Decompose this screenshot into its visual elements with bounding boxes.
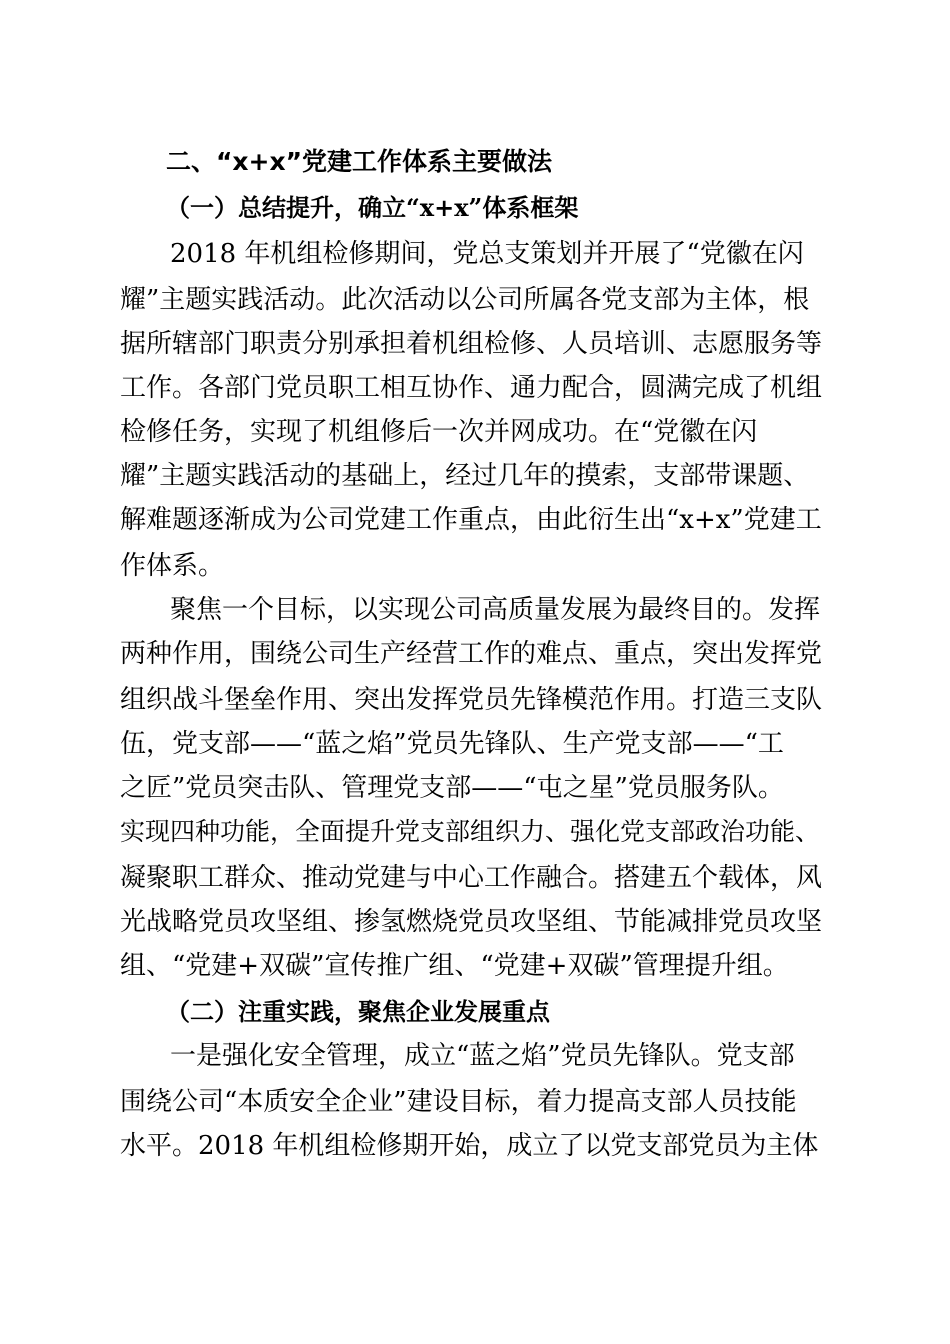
paragraph-line: 作体系。 (120, 551, 225, 581)
paragraph-line: 伍，党支部——“蓝之焰”党员先锋队、生产党支部——“工 (120, 729, 784, 759)
subsection-heading-1: （一）总结提升，确立“x+x”体系框架 (166, 193, 579, 222)
subsection-heading-2: （二）注重实践，聚焦企业发展重点 (166, 997, 550, 1026)
paragraph-line: 光战略党员攻坚组、掺氢燃烧党员攻坚组、节能减排党员攻坚 (120, 907, 823, 937)
paragraph-line: 围绕公司“本质安全企业”建设目标，着力提高支部人员技能 (120, 1087, 797, 1117)
paragraph-line: 组、“党建+双碳”宣传推广组、“党建+双碳”管理提升组。 (120, 951, 789, 981)
paragraph-line: 耀”主题实践活动。此次活动以公司所属各党支部为主体，根 (120, 285, 810, 315)
paragraph-line: 耀”主题实践活动的基础上，经过几年的摸索，支部带课题、 (120, 461, 810, 491)
paragraph-line: 2018 年机组检修期间，党总支策划并开展了“党徽在闪 (170, 239, 804, 269)
paragraph-line: 水平。2018 年机组检修期开始，成立了以党支部党员为主体 (120, 1131, 819, 1161)
paragraph-line: 之匠”党员突击队、管理党支部——“屯之星”党员服务队。 (120, 773, 784, 803)
paragraph-line: 凝聚职工群众、推动党建与中心工作融合。搭建五个载体，风 (120, 863, 823, 893)
paragraph-line: 实现四种功能，全面提升党支部组织力、强化党支部政治功能、 (120, 817, 821, 846)
section-heading: 二、“x+x”党建工作体系主要做法 (166, 147, 553, 176)
paragraph-line: 一是强化安全管理，成立“蓝之焰”党员先锋队。党支部 (170, 1041, 795, 1071)
paragraph-line: 检修任务，实现了机组修后一次并网成功。在“党徽在闪 (120, 417, 758, 447)
paragraph-line: 据所辖部门职责分别承担着机组检修、人员培训、志愿服务等 (120, 329, 823, 359)
paragraph-line: 解难题逐渐成为公司党建工作重点，由此衍生出“x+x”党建工 (120, 505, 822, 535)
paragraph-line: 工作。各部门党员职工相互协作、通力配合，圆满完成了机组 (120, 373, 823, 403)
paragraph-line: 两种作用，围绕公司生产经营工作的难点、重点，突出发挥党 (120, 639, 823, 669)
paragraph-line: 组织战斗堡垒作用、突出发挥党员先锋模范作用。打造三支队 (120, 685, 823, 715)
paragraph-line: 聚焦一个目标，以实现公司高质量发展为最终目的。发挥 (170, 595, 821, 625)
